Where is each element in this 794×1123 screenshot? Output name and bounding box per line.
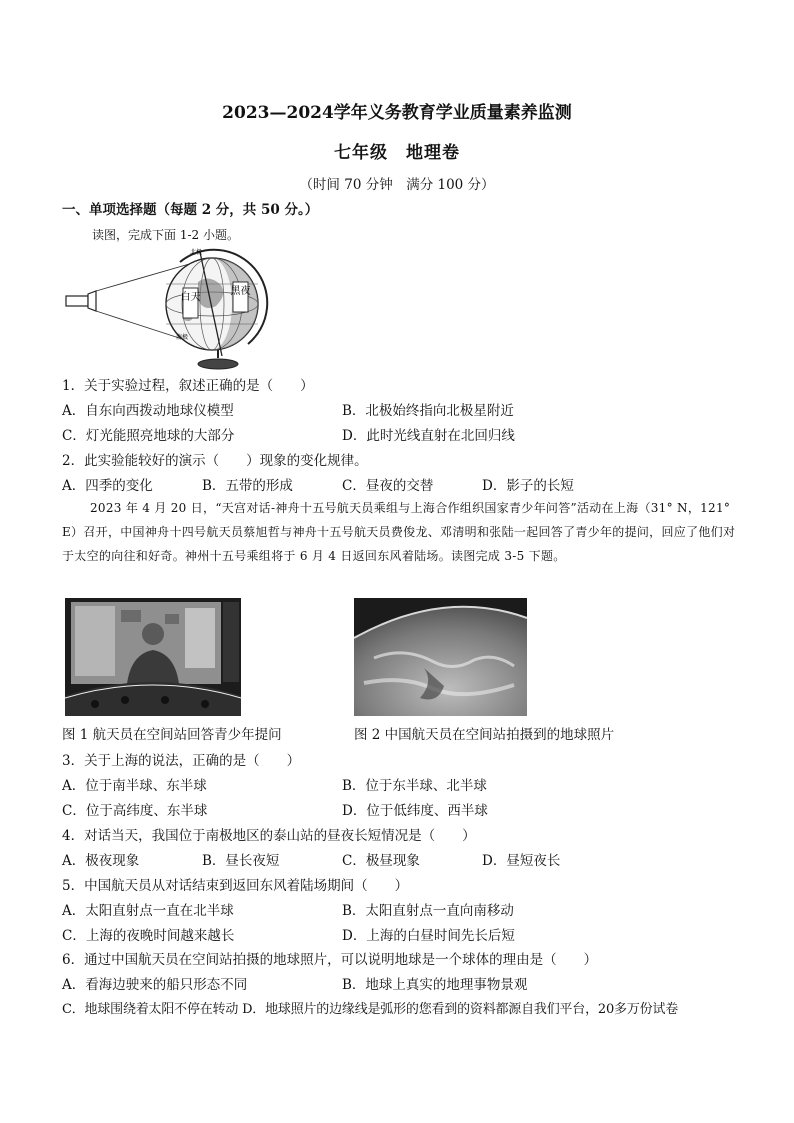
q5-option-b: B．太阳直射点一直向南移动 bbox=[342, 903, 514, 919]
q3-option-a: A．位于南半球、东半球 bbox=[62, 778, 207, 794]
q6-option-b: B．地球上真实的地理事物景观 bbox=[342, 977, 528, 993]
q2-option-a: A．四季的变化 bbox=[62, 478, 153, 494]
exam-subtitle: 七年级 地理卷 bbox=[334, 143, 460, 163]
q1-option-d: D．此时光线直射在北回归线 bbox=[342, 428, 515, 444]
fig1-caption: 图 1 航天员在空间站回答青少年提问 bbox=[62, 727, 282, 743]
earth-photo bbox=[354, 598, 527, 716]
q1-option-b: B．北极始终指向北极星附近 bbox=[342, 403, 514, 419]
q3-stem: 3．关于上海的说法，正确的是（ ） bbox=[62, 753, 301, 769]
q1-option-a: A．自东向西拨动地球仪模型 bbox=[62, 403, 234, 419]
q4-option-c: C．极昼现象 bbox=[342, 853, 420, 869]
q2-option-d: D．影子的长短 bbox=[482, 478, 574, 494]
q4-option-d: D．昼短夜长 bbox=[482, 853, 561, 869]
q5-option-a: A．太阳直射点一直在北半球 bbox=[62, 903, 234, 919]
fig2-caption: 图 2 中国航天员在空间站拍摄到的地球照片 bbox=[354, 727, 615, 743]
exam-time-info: （时间 70 分钟 满分 100 分） bbox=[299, 177, 495, 193]
q2-option-c: C．昼夜的交替 bbox=[342, 478, 434, 494]
q2-option-b: B．五带的形成 bbox=[202, 478, 293, 494]
south-pole-label: 南极 bbox=[176, 334, 189, 341]
north-pole-label: 北极 bbox=[190, 249, 203, 256]
q1-stem: 1．关于实验过程，叙述正确的是（ ） bbox=[62, 378, 314, 394]
globe-stand-icon bbox=[198, 350, 238, 369]
q5-stem: 5．中国航天员从对话结束到返回东风着陆场期间（ ） bbox=[62, 878, 409, 894]
q2-stem: 2．此实验能较好的演示（ ）现象的变化规律。 bbox=[62, 453, 368, 469]
q3-option-c: C．位于高纬度、东半球 bbox=[62, 803, 208, 819]
q5-option-c: C．上海的夜晚时间越来越长 bbox=[62, 928, 235, 944]
globe-experiment-figure bbox=[60, 244, 270, 372]
q4-option-a: A．极夜现象 bbox=[62, 853, 140, 869]
day-label: 白天 bbox=[180, 292, 201, 303]
section-title: 一、单项选择题（每题 2 分，共 50 分。） bbox=[62, 202, 319, 218]
q4-stem: 4．对话当天，我国位于南极地区的泰山站的昼夜长短情况是（ ） bbox=[62, 828, 476, 844]
night-label: 黑夜 bbox=[230, 286, 251, 297]
q5-option-d: D．上海的白昼时间先长后短 bbox=[342, 928, 515, 944]
q6-option-a: A．看海边驶来的船只形态不同 bbox=[62, 977, 248, 993]
flashlight-icon bbox=[66, 291, 96, 311]
q1-option-c: C．灯光能照亮地球的大部分 bbox=[62, 428, 235, 444]
q6-stem: 6．通过中国航天员在空间站拍摄的地球照片，可以说明地球是一个球体的理由是（ ） bbox=[62, 952, 598, 968]
q3-option-d: D．位于低纬度、西半球 bbox=[342, 803, 488, 819]
section-intro: 读图，完成下面 1-2 小题。 bbox=[92, 228, 239, 242]
q6-option-cd: C．地球围绕着太阳不停在转动 D．地球照片的边缘线是弧形的您看到的资料都源自我们平台，20多万份试卷 bbox=[62, 1002, 679, 1017]
reading-passage: 2023 年 4 月 20 日，“天宫对话-神舟十五号航天员乘组与上海合作组织国家青少年问答”活动在上海（31° N，121° E）召开，中国神舟十四号航天员蔡旭哲与神舟十五号航天员费俊龙、邓清明和张陆一起回答了青少年的提问，回应了他们对于太空的向往和好奇。神州十五号乘组将于 6 月 4 日返回东风着陆场。读图完成 3-5 下题。 bbox=[62, 501, 736, 563]
exam-title: 2023—2024学年义务教育学业质量素养监测 bbox=[222, 103, 572, 123]
astronaut-photo bbox=[65, 598, 241, 716]
q4-option-b: B．昼长夜短 bbox=[202, 853, 280, 869]
q3-option-b: B．位于东半球、北半球 bbox=[342, 778, 487, 794]
